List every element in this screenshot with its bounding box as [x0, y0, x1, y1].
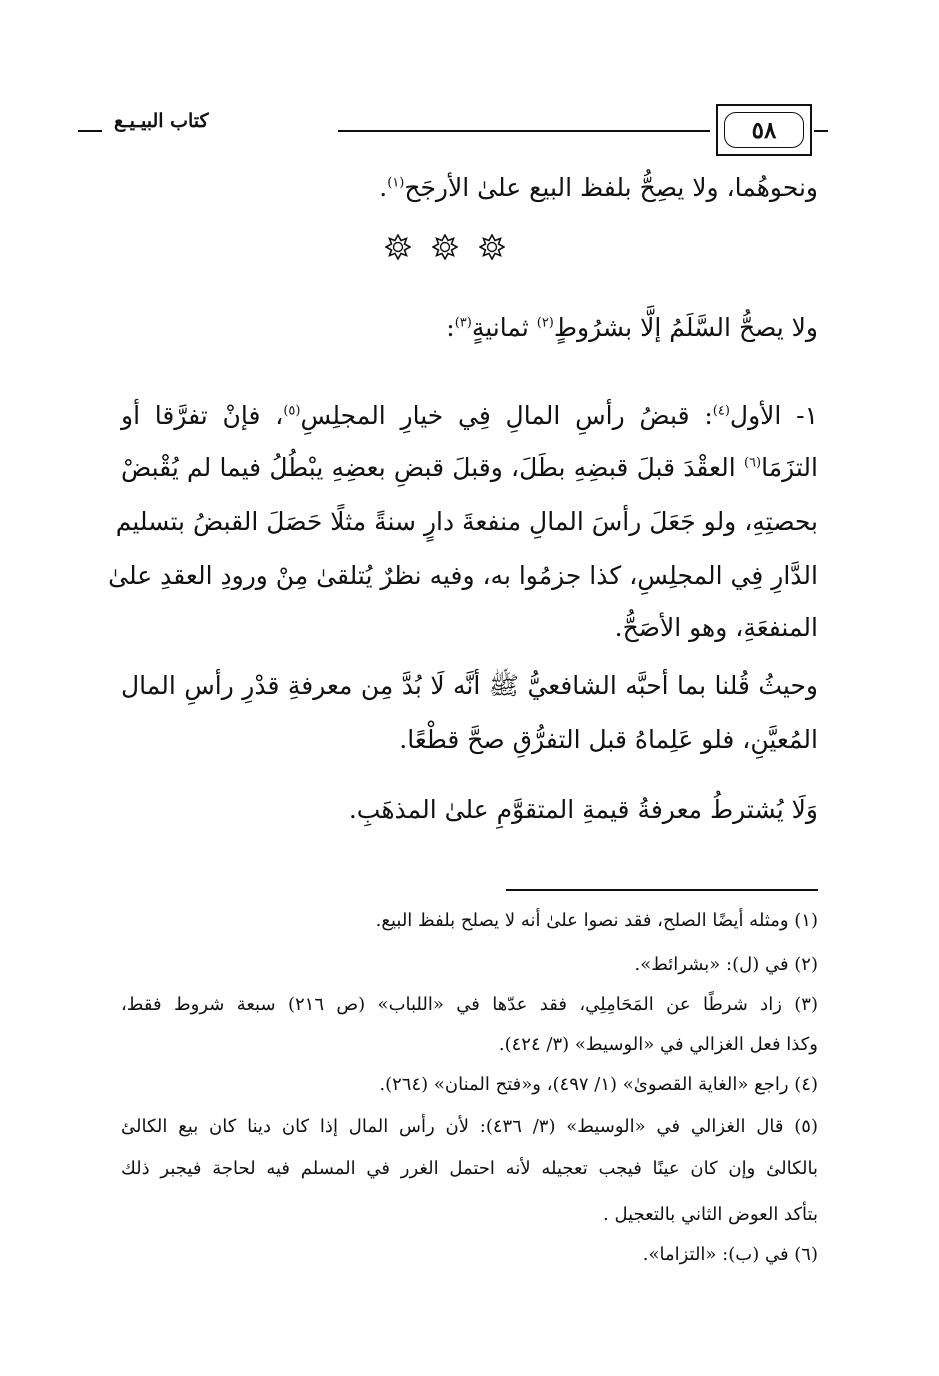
- page-number: ٥٨: [724, 112, 804, 148]
- footnote-ref: (٣): [454, 315, 472, 331]
- eight-point-star-icon: [479, 234, 505, 260]
- eight-point-star-icon: [432, 234, 458, 260]
- text-line: وحيثُ قُلنا بما أحبَّه الشافعيُّ ﷺ أنَّه لَا بُدَّ مِن معرفةِ قدْرِ رأسِ المال: [121, 671, 818, 700]
- text-span: ، فإنْ تفرَّقا أو: [121, 401, 284, 430]
- text-line: المنفعَةِ، وهو الأصَحُّ.: [614, 613, 818, 642]
- footnote: (٣) زاد شرطًا عن المَحَامِلِي، فقد عدّها في «اللباب» (ص ٢١٦) سبعة شروط فقط،: [121, 994, 818, 1015]
- footnote-continuation: بالكالئ وإن كان عينًا فيجب تعجيله لأنه احتمل الغرر في المسلم فيه لحاجة فيجبر ذلك: [121, 1158, 818, 1179]
- text-line: [121, 448, 818, 488]
- text-span: ١- الأول: [729, 401, 819, 430]
- footnote: (٥) قال الغزالي في «الوسيط» (٣/ ٤٣٦): لأن رأس المال إذا كان دينا كان بيع الكالئ: [121, 1116, 818, 1137]
- text-line: الدَّارِ فِي المجلِسِ، كذا جزمُوا به، وفيه نظرٌ يُتلقىٰ مِنْ ورودِ العقدِ علىٰ: [108, 561, 818, 590]
- footnote: (٤) راجع «الغاية القصوىٰ» (١/ ٤٩٧)، و«فتح المنان» (٢٦٤).: [379, 1074, 818, 1095]
- footnote: (٦) في (ب): «التزاما».: [642, 1244, 818, 1265]
- section-divider-ornament: [385, 234, 505, 260]
- footnote-ref: (٢): [536, 315, 554, 331]
- header-rule-left: [78, 130, 102, 132]
- footnote-continuation: بتأكد العوض الثاني بالتعجيل .: [603, 1204, 818, 1225]
- text-span: التزَمَا: [761, 453, 818, 482]
- eight-point-star-icon: [385, 234, 411, 260]
- header-rule-middle: [338, 130, 710, 132]
- text-span: ولا يصحُّ السَّلَمُ إلَّا بشرُوطٍ: [553, 313, 818, 342]
- page-header: [78, 104, 828, 160]
- running-title: كتاب البيـيـع: [114, 110, 209, 132]
- footnote-continuation: وكذا فعل الغزالي في «الوسيط» (٣/ ٤٢٤).: [498, 1034, 818, 1055]
- header-rule-right: [814, 130, 828, 132]
- text-span: ونحوهُما، ولا يصِحُّ بلفظ البيع علىٰ الأرجَح: [404, 173, 818, 202]
- text-line: [121, 168, 818, 208]
- footnote: (١) ومثله أيضًا الصلح، فقد نصوا علىٰ أنه لا يصلح بلفظ البيع.: [375, 910, 818, 931]
- footnote-ref: (١): [387, 175, 405, 191]
- text-span: ثمانيةٍ: [471, 313, 537, 342]
- footnote-separator: [506, 889, 818, 891]
- text-span: :: [446, 313, 455, 342]
- footnote-ref: (٤): [712, 403, 730, 419]
- text-line: وَلَا يُشترطُ معرفةُ قيمةِ المتقوَّمِ علىٰ المذهَبِ.: [348, 795, 818, 824]
- text-line: المُعيَّنِ، فلو عَلِماهُ قبل التفرُّقِ صحَّ قطْعًا.: [399, 725, 818, 754]
- text-span: .: [379, 173, 388, 202]
- text-span: : قبضُ رأسِ المالِ فِي خيارِ المجلِسِ: [300, 401, 713, 430]
- footnote: (٢) في (ل): «بشرائط».: [634, 954, 818, 975]
- footnote-ref: (٦): [743, 455, 762, 471]
- page-number-frame: [716, 104, 812, 156]
- text-line: [121, 396, 818, 436]
- text-line: بحصتِهِ، ولو جَعَلَ رأسَ المالِ منفعةَ دارٍ سنةً مثلًا حَصَلَ القبضُ بتسليم: [115, 507, 818, 536]
- footnote-ref: (٥): [283, 403, 301, 419]
- text-line: [121, 308, 818, 348]
- text-span: العقْدَ قبلَ قبضِهِ بطَلَ، وقبلَ قبضِ بعضِهِ يبْطُلُ فيما لم يُقْبضْ: [121, 453, 744, 482]
